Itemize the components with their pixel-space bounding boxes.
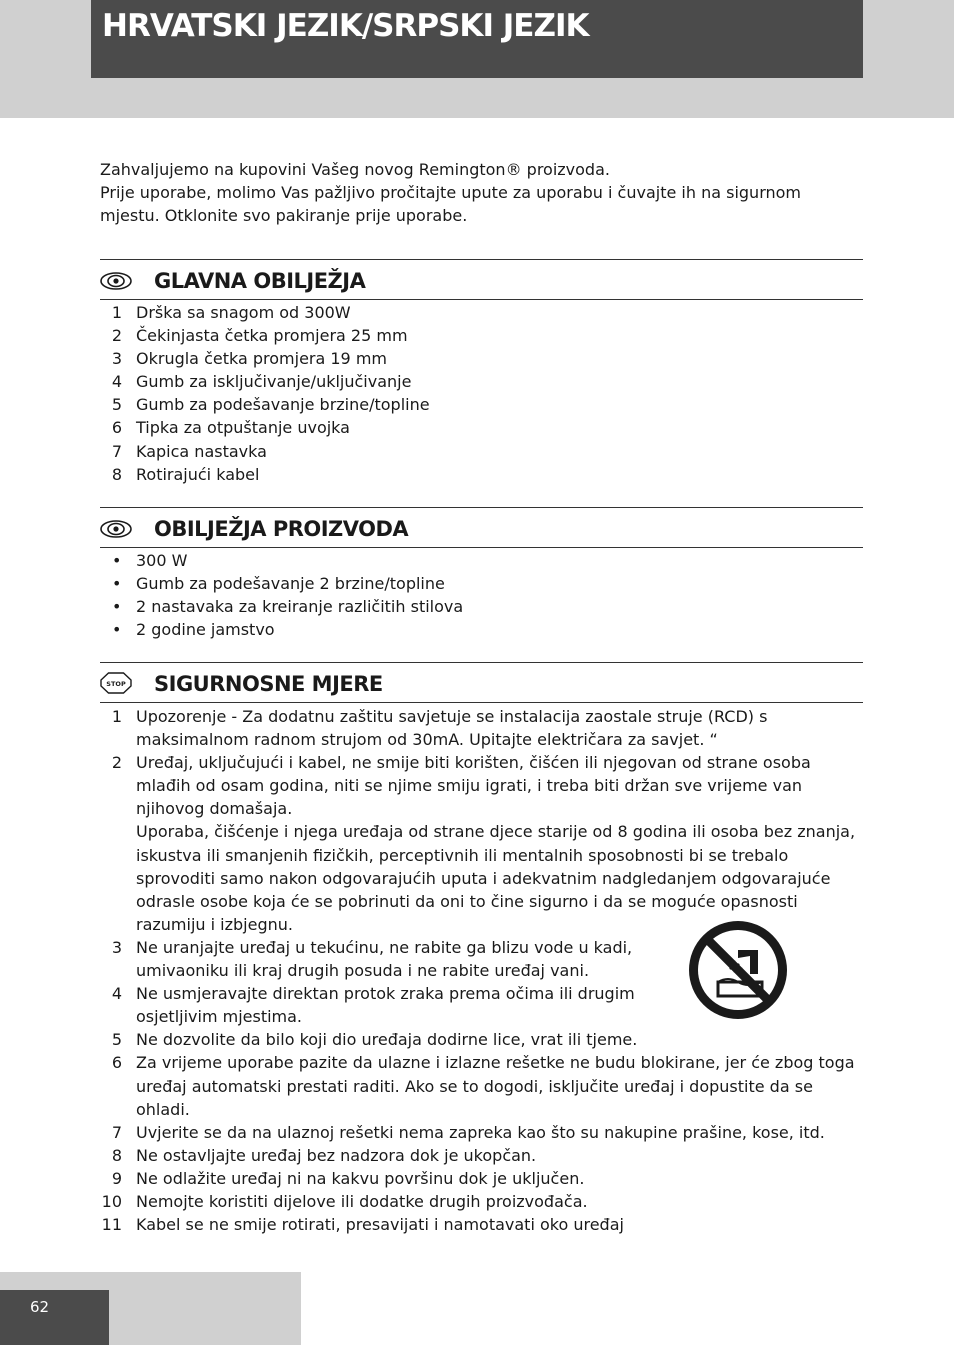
list-item [100,705,860,751]
item-number: 4 [111,372,122,392]
item-number: 2 [111,326,122,346]
item-text: Uređaj, uključujući i kabel, ne smije biti korišten, čišćen ili njegovan od strane osoba mlađih od osam godina, niti se njime smiju igrati, i treba biti držan sve vrijeme van njihovog domašaja. [136,753,811,819]
list-item [100,1167,860,1190]
bullet: • [112,574,122,594]
list-item [100,1144,860,1167]
item-text: Gumb za podešavanje brzine/topline [136,395,430,415]
bullet: • [112,597,122,617]
item-text: Ne uranjajte uređaj u tekućinu, ne rabite ga blizu vode u kadi, umivaoniku ili kraj drugih posuda i ne rabite uređaj vani. [136,937,633,981]
item-text: Ne usmjeravajte direktan protok zraka prema očima ili drugim osjetljivim mjestima. [136,984,635,1027]
page-number: 62 [30,1298,50,1316]
item-number: 5 [111,395,122,415]
section-header-features [100,259,863,300]
item-number: 4 [111,984,122,1004]
section-title-features: GLAVNA OBILJEŽJA [154,269,366,293]
section-header-product [100,507,863,548]
list-item [100,301,860,324]
list-item [100,1121,860,1144]
item-text: 300 W [136,551,188,570]
item-number: 1 [111,303,122,322]
item-number: 5 [111,1030,122,1050]
item-number: 6 [111,418,122,438]
item-text: Za vrijeme uporabe pazite da ulazne i izlazne rešetke ne budu blokirane, jer će zbog toga uređaj automatski prestati raditi. Ako se to dogodi, isključite uređaj i dopustite da se ohladi. [136,1053,855,1119]
intro-line-1: Zahvaljujemo na kupovini Vašeg novog Remington® proizvoda. [100,160,610,179]
item-number: 7 [111,1122,122,1142]
item-number: 11 [101,1215,122,1235]
item-text: Kapica nastavka [136,441,267,461]
list-item [100,572,860,595]
list-item [100,347,860,370]
bullet: • [112,551,122,570]
item-number: 9 [111,1168,122,1188]
section-header-safety [100,662,863,703]
list-item [100,440,860,463]
item-number: 8 [111,464,122,484]
list-item [100,393,860,416]
item-text: Čekinjasta četka promjera 25 mm [136,326,408,346]
item-text: 2 nastavaka za kreiranje različitih stilova [136,597,464,617]
item-number: 6 [111,1053,122,1073]
list-item [100,1190,860,1213]
list-item [100,549,860,572]
item-number: 1 [111,707,122,726]
item-text: Ne ostavljajte uređaj bez nadzora dok je ukopčan. [136,1145,537,1165]
list-item [100,751,860,936]
no-water-icon [688,920,788,1020]
page-title: HRVATSKI JEZIK/SRPSKI JEZIK [102,8,589,44]
page-number-box [0,1290,109,1345]
bullet: • [112,620,122,640]
eye-icon [100,520,132,538]
item-text: 2 godine jamstvo [136,620,275,640]
item-number: 7 [111,441,122,461]
intro-line-2: Prije uporabe, molimo Vas pažljivo pročitajte upute za uporabu i čuvajte ih na sigurnom mjestu. Otklonite svo pakiranje prije uporabe. [100,183,802,225]
item-number: 3 [111,937,122,957]
item-text: Nemojte koristiti dijelove ili dodatke drugih proizvođača. [136,1191,588,1211]
eye-icon [100,272,132,290]
item-text-continued: Uporaba, čišćenje i njega uređaja od strane djece starije od 8 godina ili osoba bez znanja, iskustva ili smanjenih fizičkih, perceptivnih ili mentalnih sposobnosti bi se trebalo sprovoditi samo nakon odgovarajućih uputa i adekvatnim nadgledanjem odgovarajuće odrasle osobe koja će se pobrinuti da oni to čine sigurno i da se moguće opasnosti razumiju i izbjegnu. [136,822,856,934]
item-text: Gumb za isključivanje/uključivanje [136,372,412,392]
item-text: Kabel se ne smije rotirati, presavijati i namotavati oko uređaj [136,1215,624,1235]
list-item [100,595,860,618]
section-title-product: OBILJEŽJA PROIZVODA [154,517,409,541]
item-number: 2 [111,753,122,773]
stop-icon [100,672,132,694]
list-item [100,416,860,439]
list-item [100,463,860,486]
item-text: Uvjerite se da na ulaznoj rešetki nema zapreka kao što su nakupine prašine, kose, itd. [136,1122,825,1142]
list-item [100,1028,860,1051]
list-item [100,370,860,393]
item-text: Rotirajući kabel [136,464,260,484]
list-item [100,1213,860,1236]
list-item [100,618,860,641]
item-text: Okrugla četka promjera 19 mm [136,349,387,369]
product-list [100,549,860,641]
svg-text:STOP: STOP [106,680,126,688]
item-number: 3 [111,349,122,369]
item-text: Gumb za podešavanje 2 brzine/topline [136,574,445,594]
item-text: Upozorenje - Za dodatnu zaštitu savjetuje se instalacija zaostale struje (RCD) s maksimalnom radnom strujom od 30mA. Upitajte električara za savjet. “ [136,707,768,750]
section-title-safety: SIGURNOSNE MJERE [154,672,383,696]
item-number: 8 [111,1145,122,1165]
features-list [100,301,860,486]
item-text: Drška sa snagom od 300W [136,303,351,322]
list-item [100,1051,860,1120]
item-text: Tipka za otpuštanje uvojka [136,418,350,438]
title-box [91,0,863,78]
item-text: Ne odlažite uređaj ni na kakvu površinu dok je uključen. [136,1168,585,1188]
list-item [100,324,860,347]
item-text: Ne dozvolite da bilo koji dio uređaja dodirne lice, vrat ili tjeme. [136,1030,638,1050]
intro-text [100,158,860,227]
item-number: 10 [101,1191,122,1211]
